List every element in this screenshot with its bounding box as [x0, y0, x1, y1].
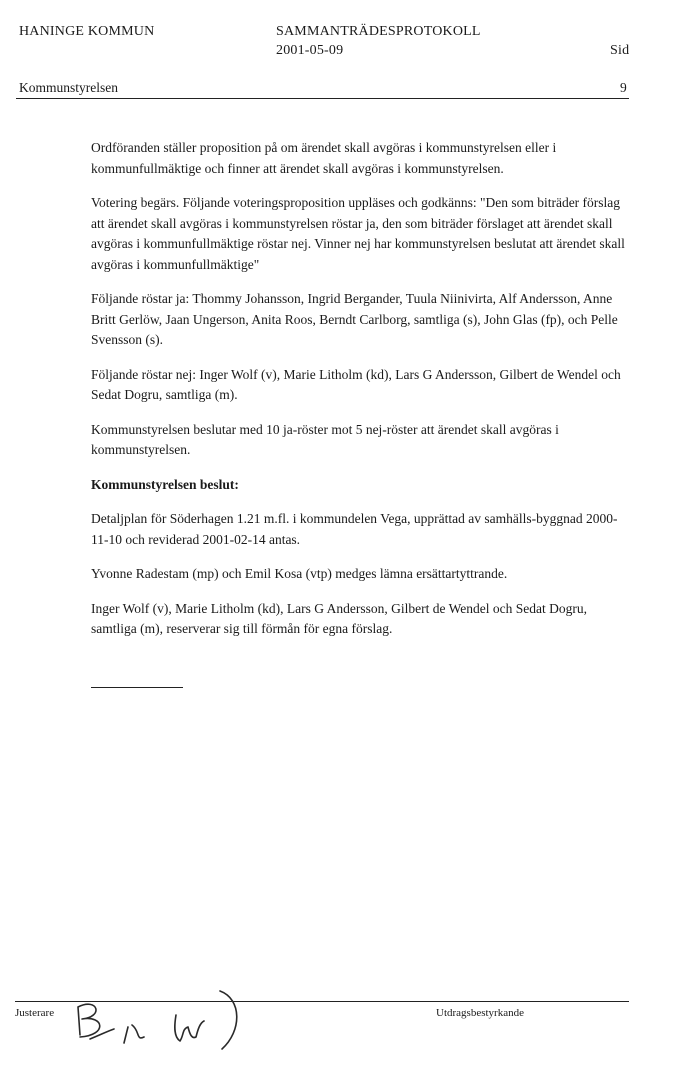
justerare-label: Justerare — [15, 1007, 55, 1019]
paragraph-votering: Votering begärs. Följande voteringsproposition uppläses och godkänns: "Den som biträder förslag att ärendet skall avgöras i kommunstyrelsen röstar ja, den som biträder förslaget att ärendet skall avgöras i kommunfullmäktige röstar nej. Vinner nej har kommunstyrelsen beslutat att ärendet skall avgöras i kommunfullmäktige" — [91, 195, 625, 272]
meeting-date: 2001-05-09 — [276, 43, 344, 58]
decision-heading: Kommunstyrelsen beslut: — [91, 476, 239, 492]
page-number: 9 — [620, 80, 627, 95]
paragraph-no-votes: Följande röstar nej: Inger Wolf (v), Marie Litholm (kd), Lars G Andersson, Gilbert de Wendel och Sedat Dogru, samtliga (m). — [91, 366, 621, 402]
department-name: Kommunstyrelsen — [19, 80, 118, 95]
document-type: SAMMANTRÄDESPROTOKOLL — [276, 24, 481, 39]
decision-reservation: Inger Wolf (v), Marie Litholm (kd), Lars G Andersson, Gilbert de Wendel och Sedat Dogru, samtliga (m), reserverar sig till förmån för egna förslag. — [91, 600, 587, 636]
decision-detaljplan: Detaljplan för Söderhagen 1.21 m.fl. i kommundelen Vega, upprättad av samhälls-byggnad 2000-11-10 och reviderad 2001-02-14 antas. — [91, 511, 618, 547]
end-of-section-rule — [91, 687, 183, 688]
paragraph-proposition: Ordföranden ställer proposition på om ärendet skall avgöras i kommunstyrelsen eller i kommunfullmäktige och finner att ärendet skall avgöras i kommunstyrelsen. — [91, 140, 557, 176]
page-label: Sid — [610, 43, 630, 58]
header-divider — [16, 98, 629, 99]
justerare-signature — [70, 985, 260, 1055]
organization-name: HANINGE KOMMUN — [19, 24, 155, 39]
decision-ersattare: Yvonne Radestam (mp) och Emil Kosa (vtp) medges lämna ersättartyttrande. — [91, 566, 508, 581]
utdragsbestyrkande-label: Utdragsbestyrkande — [436, 1007, 524, 1019]
minutes-body — [91, 138, 631, 654]
paragraph-vote-result: Kommunstyrelsen beslutar med 10 ja-röster mot 5 nej-röster att ärendet skall avgöras i kommunstyrelsen. — [91, 421, 559, 457]
paragraph-yes-votes: Följande röstar ja: Thommy Johansson, Ingrid Bergander, Tuula Niinivirta, Alf Andersson, Anne Britt Gerlöw, Jaan Ungerson, Anita Roos, Berndt Carlborg, samtliga (s), John Glas (fp), och Pelle Svensson (s). — [91, 291, 618, 347]
